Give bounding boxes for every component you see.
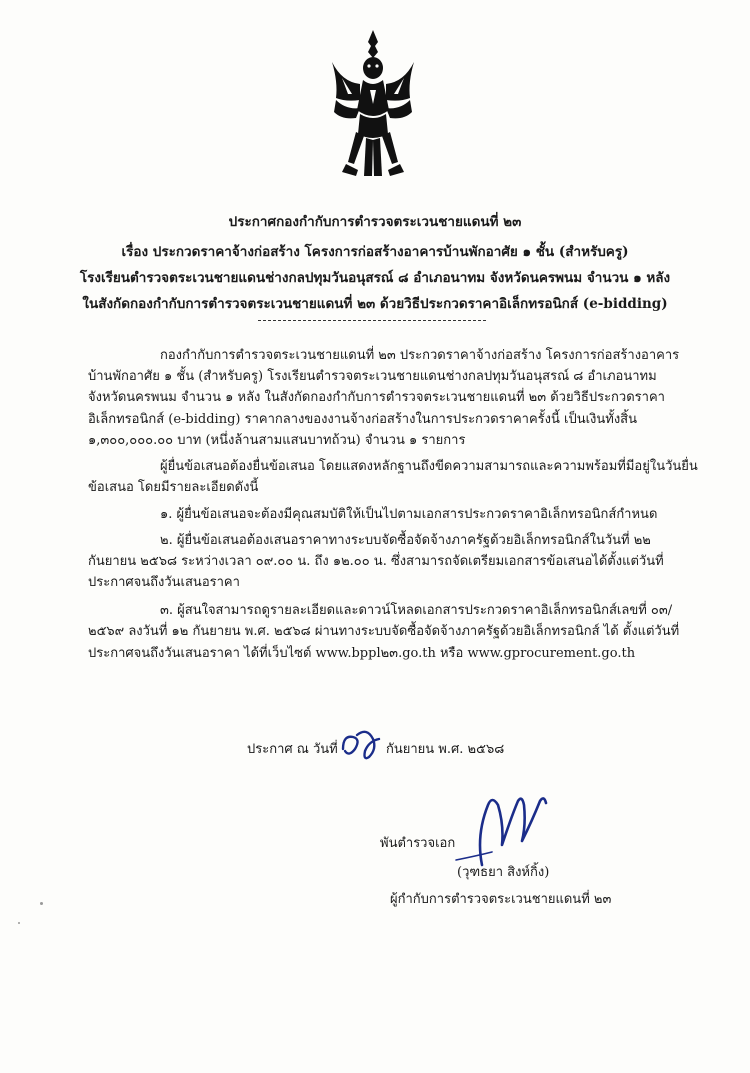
subject-line-3: ในสังกัดกองกำกับการตำรวจตระเวนชายแดนที่ ๒๓ ด้วยวิธีประกวดราคาอิเล็กทรอนิกส์ (e-bidding) xyxy=(82,296,668,312)
item-2-line-1: ๒. ผู้ยื่นข้อเสนอต้องเสนอราคาทางระบบจัดซื้อจัดจ้างภาครัฐด้วยอิเล็กทรอนิกส์ในวันที่ ๒๒ xyxy=(160,533,651,548)
signatory-rank: พันตำรวจเอก xyxy=(380,836,456,851)
handwritten-day-number xyxy=(339,727,383,763)
item-2-line-3: ประกาศจนถึงวันเสนอราคา xyxy=(88,575,240,590)
item-3-line-3: ประกาศจนถึงวันเสนอราคา ได้ที่เว็บไซต์ www.bppl๒๓.go.th หรือ www.gprocurement.go.th xyxy=(88,646,636,661)
garuda-emblem xyxy=(330,28,416,188)
heading-divider xyxy=(258,320,486,321)
subject-line-1: เรื่อง ประกวดราคาจ้างก่อสร้าง โครงการก่อสร้างอาคารบ้านพักอาศัย ๑ ชั้น (สำหรับครู) xyxy=(121,244,629,260)
scan-speck xyxy=(18,922,20,924)
paragraph-1-line-4: อิเล็กทรอนิกส์ (e-bidding) ราคากลางของงานจ้างก่อสร้างในการประกวดราคาครั้งนี้ เป็นเงินทั้งสิ้น xyxy=(88,412,637,427)
paragraph-1-line-3: จังหวัดนครพนม จำนวน ๑ หลัง ในสังกัดกองกำกับการตำรวจตระเวนชายแดนที่ ๒๓ ด้วยวิธีประกวดราคา xyxy=(88,390,665,405)
scan-speck xyxy=(40,902,43,905)
signatory-position: ผู้กำกับการตำรวจตระเวนชายแดนที่ ๒๓ xyxy=(390,892,612,907)
signatory-name: (วุฑธยา สิงห์กิ้ง) xyxy=(457,865,550,880)
handwritten-signature xyxy=(452,790,562,870)
item-1: ๑. ผู้ยื่นข้อเสนอจะต้องมีคุณสมบัติให้เป็นไปตามเอกสารประกวดราคาอิเล็กทรอนิกส์กำหนด xyxy=(160,507,658,522)
item-3-line-2: ๒๕๖๙ ลงวันที่ ๑๒ กันยายน พ.ศ. ๒๕๖๘ ผ่านทางระบบจัดซื้อจัดจ้างภาครัฐด้วยอิเล็กทรอนิกส์ ได้ ตั้งแต่วันที่ xyxy=(88,624,680,639)
item-2-line-2: กันยายน ๒๕๖๘ ระหว่างเวลา ๐๙.๐๐ น. ถึง ๑๒.๐๐ น. ซึ่งสามารถจัดเตรียมเอกสารข้อเสนอได้ตั้งแต่วันที่ xyxy=(88,554,664,569)
subject-line-2: โรงเรียนตำรวจตระเวนชายแดนช่างกลปทุมวันอนุสรณ์ ๘ อำเภอนาทม จังหวัดนครพนม จำนวน ๑ หลัง xyxy=(79,270,671,286)
paragraph-1-line-5: ๑,๓๐๐,๐๐๐.๐๐ บาท (หนึ่งล้านสามแสนบาทถ้วน) จำนวน ๑ รายการ xyxy=(88,433,466,448)
announce-date-prefix: ประกาศ ณ วันที่ xyxy=(247,742,338,757)
paragraph-1-line-1: กองกำกับการตำรวจตระเวนชายแดนที่ ๒๓ ประกวดราคาจ้างก่อสร้าง โครงการก่อสร้างอาคาร xyxy=(160,348,680,363)
item-3-line-1: ๓. ผู้สนใจสามารถดูรายละเอียดและดาวน์โหลดเอกสารประกวดราคาอิเล็กทรอนิกส์เลขที่ ๐๓/ xyxy=(160,603,673,618)
announce-date-suffix: กันยายน พ.ศ. ๒๕๖๘ xyxy=(386,742,505,757)
paragraph-1-line-2: บ้านพักอาศัย ๑ ชั้น (สำหรับครู) โรงเรียนตำรวจตระเวนชายแดนช่างกลปทุมวันอนุสรณ์ ๘ อำเภอนาทม xyxy=(88,369,657,384)
document-title: ประกาศกองกำกับการตำรวจตระเวนชายแดนที่ ๒๓ xyxy=(228,214,522,230)
paragraph-2-line-2: ข้อเสนอ โดยมีรายละเอียดดังนี้ xyxy=(88,480,259,495)
paragraph-2-line-1: ผู้ยื่นข้อเสนอต้องยื่นข้อเสนอ โดยแสดงหลักฐานถึงขีดความสามารถและความพร้อมที่มีอยู่ในวันยื่น xyxy=(160,459,698,474)
